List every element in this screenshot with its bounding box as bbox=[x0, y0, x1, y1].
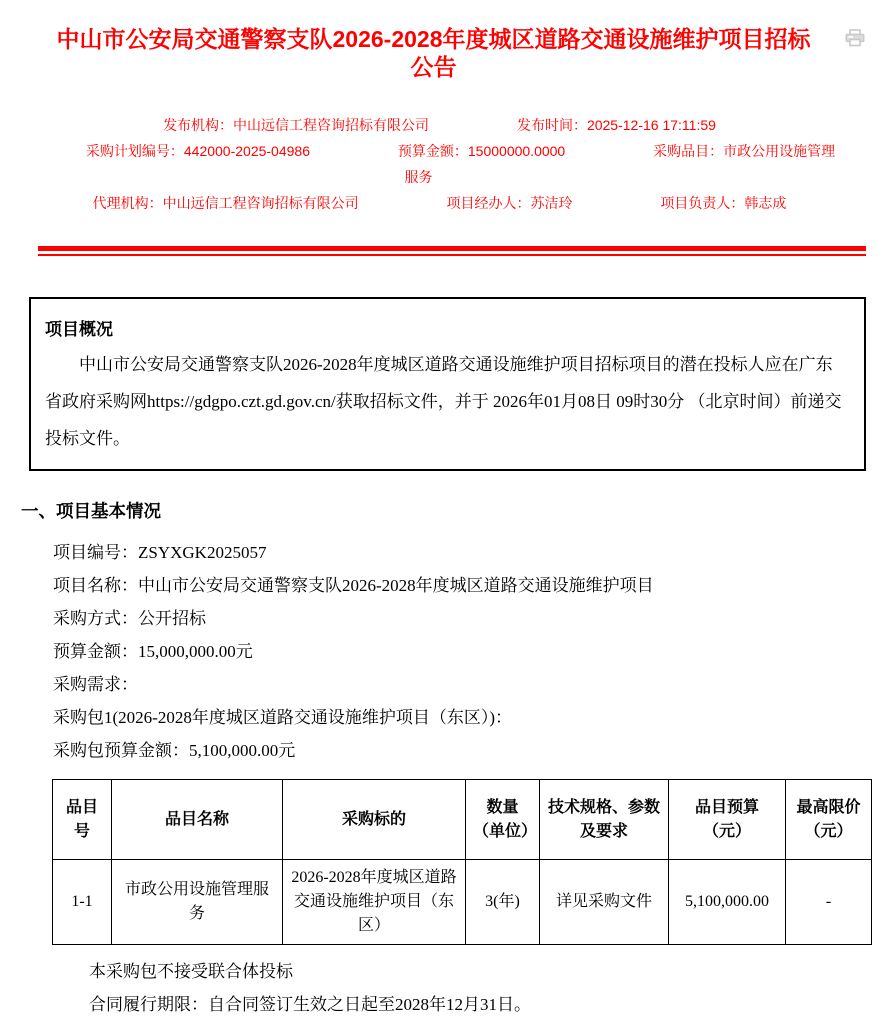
header-item-name: 品目名称 bbox=[112, 780, 283, 860]
header-max-price: 最高限价（元） bbox=[786, 780, 872, 860]
note-no-consortium: 本采购包不接受联合体投标 bbox=[89, 962, 293, 981]
cell-procurement-target: 2026-2028年度城区道路交通设施维护项目（东区） bbox=[283, 860, 466, 945]
note-contract-period: 合同履行期限：自合同签订生效之日起至2028年12月31日。 bbox=[89, 995, 531, 1014]
printer-icon bbox=[845, 29, 865, 47]
header-quantity-unit: 数量（单位） bbox=[466, 780, 540, 860]
procurement-method-line: 采购方式：公开招标 bbox=[53, 609, 206, 628]
items-table-header bbox=[53, 780, 872, 860]
page-header bbox=[0, 0, 879, 81]
procurement-demand-line: 采购需求： bbox=[53, 675, 138, 694]
package-budget-line: 采购包预算金额：5,100,000.00元 bbox=[53, 741, 296, 760]
meta-row-3 bbox=[40, 190, 839, 216]
header-procurement-target: 采购标的 bbox=[283, 780, 466, 860]
cell-item-name: 市政公用设施管理服务 bbox=[112, 860, 283, 945]
agency-field: 代理机构：中山远信工程咨询招标有限公司 bbox=[92, 195, 359, 211]
budget-amount-field: 预算金额：15000000.0000 bbox=[397, 143, 566, 159]
table-row bbox=[53, 860, 872, 945]
package-notes bbox=[89, 955, 856, 1021]
items-table-body bbox=[53, 860, 872, 945]
meta-block bbox=[40, 112, 839, 216]
project-name-line: 项目名称：中山市公安局交通警察支队2026-2028年度城区道路交通设施维护项目 bbox=[53, 576, 654, 595]
header-item-no: 品目号 bbox=[53, 780, 112, 860]
cell-item-budget: 5,100,000.00 bbox=[669, 860, 786, 945]
basic-info-lines bbox=[53, 536, 856, 767]
plan-number-field: 采购计划编号：442000-2025-04986 bbox=[85, 143, 310, 159]
divider-thin-line bbox=[38, 254, 866, 256]
overview-heading: 项目概况 bbox=[45, 320, 113, 339]
cell-tech-spec: 详见采购文件 bbox=[540, 860, 669, 945]
cell-max-price: - bbox=[786, 860, 872, 945]
project-leader-field: 项目负责人：韩志成 bbox=[660, 195, 787, 211]
header-tech-spec: 技术规格、参数及要求 bbox=[540, 780, 669, 860]
header-item-budget: 品目预算（元） bbox=[669, 780, 786, 860]
meta-row-1 bbox=[40, 112, 839, 138]
print-button[interactable] bbox=[845, 29, 865, 47]
project-handler-field: 项目经办人：苏洁玲 bbox=[446, 195, 573, 211]
publisher-field: 发布机构：中山远信工程咨询招标有限公司 bbox=[163, 117, 430, 133]
divider-thick-line bbox=[38, 246, 866, 251]
cell-quantity-unit: 3(年) bbox=[466, 860, 540, 945]
cell-item-no: 1-1 bbox=[53, 860, 112, 945]
page-title: 中山市公安局交通警察支队2026-2028年度城区道路交通设施维护项目招标公告 bbox=[56, 26, 811, 80]
project-overview-box bbox=[29, 297, 866, 471]
publish-time-field: 发布时间：2025-12-16 17:11:59 bbox=[516, 117, 716, 133]
project-number-line: 项目编号：ZSYXGK2025057 bbox=[53, 543, 267, 562]
procurement-category-field: 采购品目：市政公用设施管理服务 bbox=[404, 143, 836, 185]
budget-line: 预算金额：15,000,000.00元 bbox=[53, 642, 253, 661]
meta-row-2 bbox=[40, 138, 839, 190]
overview-text: 中山市公安局交通警察支队2026-2028年度城区道路交通设施维护项目招标项目的潜在投标人应在广东省政府采购网https://gdgpo.czt.gd.gov.cn/获取招标文件，并于 2026年01月08日 09时30分 （北京时间）前递交投标文件。 bbox=[45, 355, 842, 448]
section-heading-basic-info: 一、项目基本情况 bbox=[21, 501, 161, 521]
items-table bbox=[52, 779, 872, 945]
red-double-divider bbox=[38, 246, 866, 256]
package-title-line: 采购包1(2026-2028年度城区道路交通设施维护项目（东区）)： bbox=[53, 708, 512, 727]
table-header-row bbox=[53, 780, 872, 860]
